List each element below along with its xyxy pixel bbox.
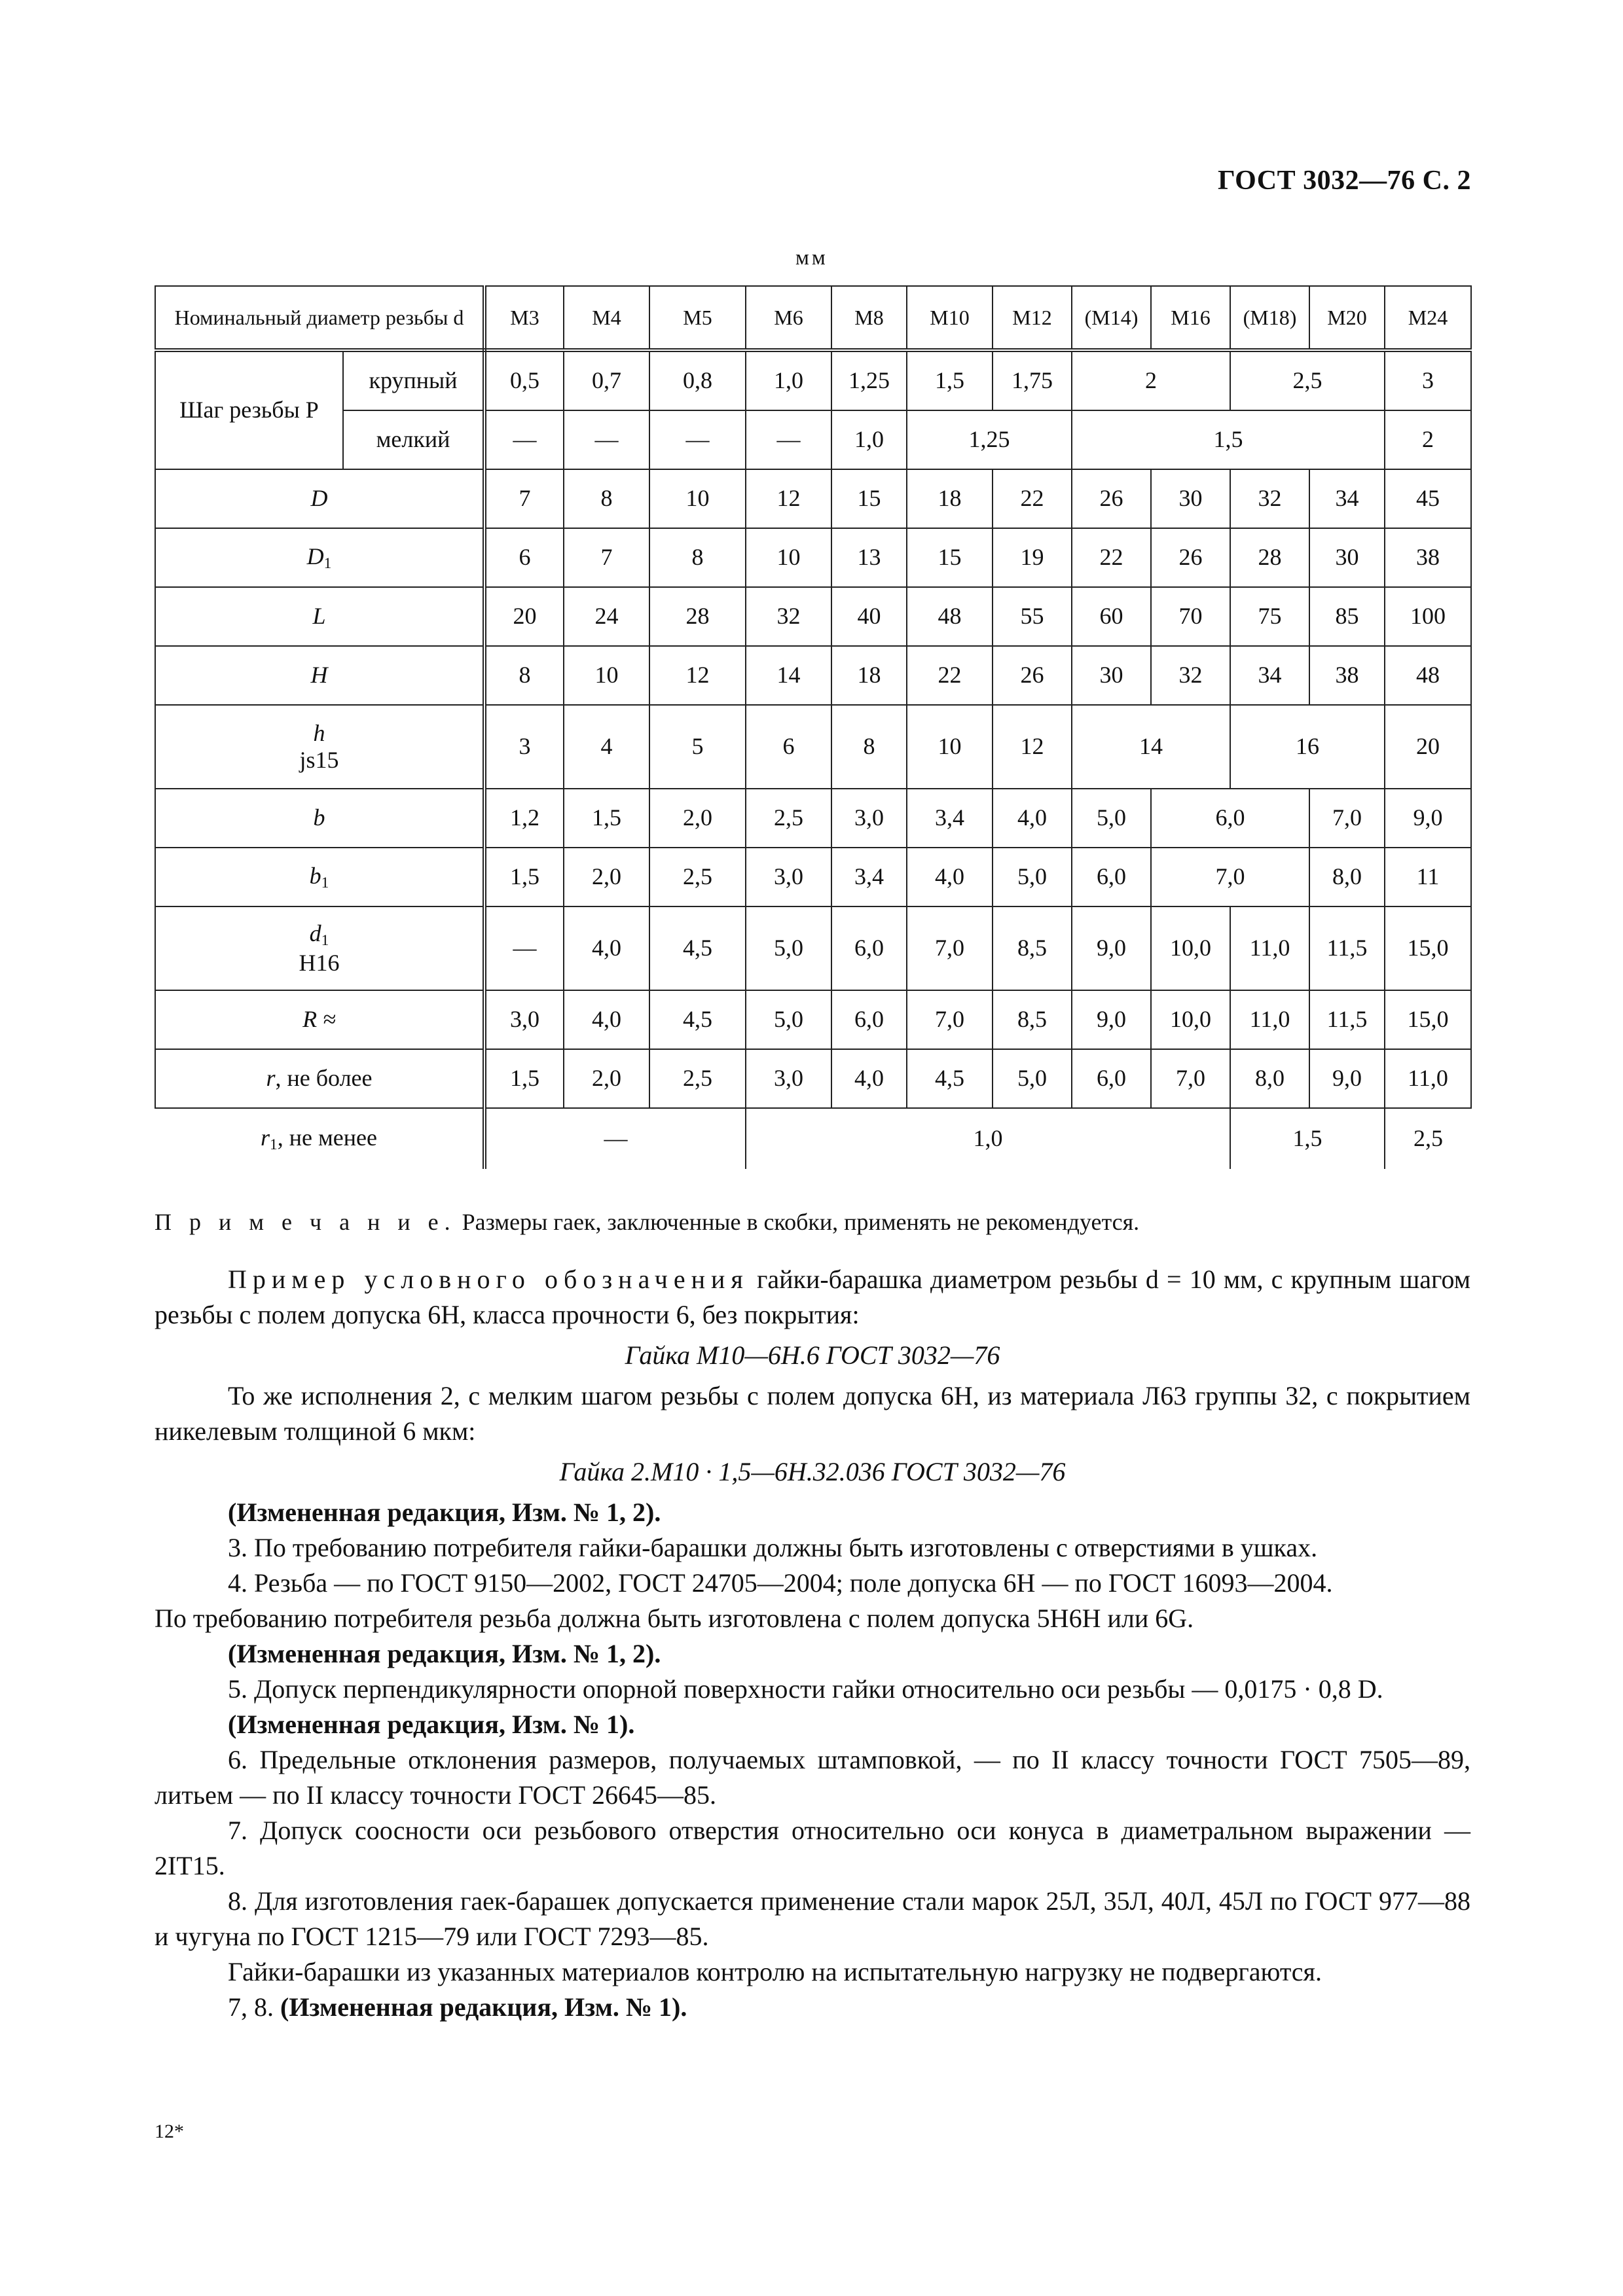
table-note [155, 1204, 1470, 1240]
value-cell: 19 [993, 528, 1072, 587]
value-cell: 4,0 [564, 906, 649, 990]
value-cell: 15,0 [1385, 906, 1471, 990]
value-cell: 6,0 [1072, 848, 1151, 906]
value-cell: 6,0 [831, 906, 907, 990]
fine-label-cell: мелкий [343, 410, 484, 469]
item-8: 8. Для изготовления гаек-барашек допускается применение стали марок 25Л, 35Л, 40Л, 45Л по ГОСТ 977—88 и чугуна по ГОСТ 1215—79 или ГОСТ 7293—85. [155, 1886, 1470, 1951]
table-row-L [155, 587, 1471, 646]
table-body [155, 286, 1471, 1169]
row-label: H [310, 662, 328, 689]
row-label-subscript: 1 [323, 554, 332, 572]
value-cell: 38 [1309, 646, 1385, 705]
value-cell: 8 [831, 705, 907, 789]
value-cell: 3,4 [831, 848, 907, 906]
row-label-subscript: 1 [321, 931, 329, 949]
value-cell: 32 [1230, 469, 1309, 528]
value-cell: 7,0 [1309, 789, 1385, 848]
value-cell: 4,0 [907, 848, 993, 906]
value-cell: 32 [746, 587, 831, 646]
value-cell: 15 [831, 469, 907, 528]
value-cell: 20 [1385, 705, 1471, 789]
fine-value-cell: 1,5 [1072, 410, 1385, 469]
row-label-cell [155, 587, 484, 646]
value-cell: 12 [746, 469, 831, 528]
value-cell: 85 [1309, 587, 1385, 646]
value-cell: 48 [907, 587, 993, 646]
coarse-value-cell: 1,25 [831, 350, 907, 410]
row-label-suffix: , не более [275, 1065, 373, 1092]
value-cell: 6,0 [1072, 1049, 1151, 1108]
fine-value-cell: — [484, 410, 564, 469]
value-cell: 5 [649, 705, 746, 789]
row-label: D [310, 485, 328, 512]
coarse-value-cell: 2 [1072, 350, 1230, 410]
row-label-cell [155, 990, 484, 1049]
final-amendment [155, 1990, 1470, 2025]
page-marker: 12* [155, 2121, 184, 2142]
value-cell: 100 [1385, 587, 1471, 646]
table-row-r [155, 1049, 1471, 1108]
value-cell: 26 [1151, 528, 1230, 587]
value-cell: 7,0 [907, 906, 993, 990]
value-cell: 32 [1151, 646, 1230, 705]
value-cell: 3,0 [746, 1049, 831, 1108]
value-cell: 13 [831, 528, 907, 587]
value-cell: 22 [1072, 528, 1151, 587]
value-cell: 12 [993, 705, 1072, 789]
value-cell: 30 [1151, 469, 1230, 528]
note-lead: П р и м е ч а н и е. [155, 1209, 456, 1235]
amendment-note-1: (Измененная редакция, Изм. № 1, 2). [228, 1498, 661, 1527]
value-cell: 26 [993, 646, 1072, 705]
designation-1: Гайка М10—6Н.6 ГОСТ 3032—76 [625, 1340, 1000, 1370]
row-label: d [309, 920, 321, 946]
size-header-cell: М16 [1151, 286, 1230, 350]
value-cell: 4 [564, 705, 649, 789]
amendment-note-2: (Измененная редакция, Изм. № 1, 2). [228, 1639, 661, 1668]
table-row-D1 [155, 528, 1471, 587]
value-cell: 3,0 [746, 848, 831, 906]
value-cell: 1,5 [484, 1049, 564, 1108]
row-label: b [309, 862, 321, 889]
designation-2: Гайка 2.М10 · 1,5—6Н.32.036 ГОСТ 3032—76 [559, 1457, 1066, 1486]
size-header-cell: М24 [1385, 286, 1471, 350]
fine-value-cell: — [649, 410, 746, 469]
example-2: То же исполнения 2, с мелким шагом резьбы с полем допуска 6Н, из материала Л63 группы 32, с покрытием никелевым толщиной 6 мкм: [155, 1381, 1470, 1446]
value-cell: 12 [649, 646, 746, 705]
value-cell: 11,0 [1230, 990, 1309, 1049]
value-cell: 4,5 [907, 1049, 993, 1108]
coarse-label-cell: крупный [343, 350, 484, 410]
value-cell: 4,0 [993, 789, 1072, 848]
fine-value-cell: — [564, 410, 649, 469]
value-cell: 10 [564, 646, 649, 705]
value-cell: 16 [1230, 705, 1385, 789]
value-cell: 48 [1385, 646, 1471, 705]
value-cell: 5,0 [746, 906, 831, 990]
table-row-d1 [155, 906, 1471, 990]
size-header-cell: (М14) [1072, 286, 1151, 350]
value-cell: 4,5 [649, 990, 746, 1049]
fine-value-cell: 2 [1385, 410, 1471, 469]
value-cell: 11,0 [1385, 1049, 1471, 1108]
value-cell: 34 [1309, 469, 1385, 528]
value-cell: 8,5 [993, 906, 1072, 990]
value-cell: 6 [746, 705, 831, 789]
row-label-subscript: 1 [321, 874, 329, 891]
value-cell: 40 [831, 587, 907, 646]
value-cell: 3 [484, 705, 564, 789]
table-row-b [155, 789, 1471, 848]
value-cell: 18 [907, 469, 993, 528]
table-header-row [155, 286, 1471, 350]
value-cell: 75 [1230, 587, 1309, 646]
final-amend-text: (Измененная редакция, Изм. № 1). [280, 1992, 687, 2022]
value-cell: 6,0 [831, 990, 907, 1049]
table-row-D [155, 469, 1471, 528]
fine-value-cell: — [746, 410, 831, 469]
value-cell: 9,0 [1072, 990, 1151, 1049]
row-label-cell [155, 1108, 484, 1169]
value-cell: 10,0 [1151, 990, 1230, 1049]
value-cell: 38 [1385, 528, 1471, 587]
value-cell: 45 [1385, 469, 1471, 528]
row-label-cell [155, 1049, 484, 1108]
coarse-value-cell: 0,5 [484, 350, 564, 410]
row-label-cell [155, 528, 484, 587]
value-cell: 9,0 [1385, 789, 1471, 848]
item-8-continued: Гайки-барашки из указанных материалов контролю на испытательную нагрузку не подвергаются. [228, 1957, 1322, 1986]
row-label: b [313, 804, 325, 831]
item-3: 3. По требованию потребителя гайки-барашки должны быть изготовлены с отверстиями в ушках. [228, 1533, 1318, 1562]
value-cell: 70 [1151, 587, 1230, 646]
value-cell: 10 [746, 528, 831, 587]
row-label-tolerance: js15 [299, 747, 339, 773]
pitch-label: Шаг резьбы P [179, 397, 319, 423]
value-cell: — [484, 1108, 746, 1169]
row-label-cell [155, 789, 484, 848]
value-cell: 7 [484, 469, 564, 528]
document-body [155, 1204, 1470, 2025]
size-header-cell: М10 [907, 286, 993, 350]
coarse-value-cell: 1,5 [907, 350, 993, 410]
value-cell: 8 [484, 646, 564, 705]
value-cell: 11,5 [1309, 906, 1385, 990]
value-cell: 8,0 [1230, 1049, 1309, 1108]
value-cell: 34 [1230, 646, 1309, 705]
value-cell: 8,5 [993, 990, 1072, 1049]
table-row-pitch-coarse [155, 350, 1471, 410]
size-header-cell: М8 [831, 286, 907, 350]
dimensions-table [155, 285, 1472, 1169]
table-row-r1 [155, 1108, 1471, 1169]
row-label-cell [155, 469, 484, 528]
final-lead: 7, 8. [228, 1992, 280, 2022]
value-cell: 15,0 [1385, 990, 1471, 1049]
value-cell: 11 [1385, 848, 1471, 906]
row-label: r [266, 1065, 276, 1092]
value-cell: 2,0 [564, 1049, 649, 1108]
row-label-cell [155, 906, 484, 990]
document-header: ГОСТ 3032—76 С. 2 [1217, 166, 1471, 196]
value-cell: 11,5 [1309, 990, 1385, 1049]
coarse-value-cell: 0,8 [649, 350, 746, 410]
header-label-cell [155, 286, 484, 350]
table-row-R [155, 990, 1471, 1049]
value-cell: 7,0 [1151, 1049, 1230, 1108]
pitch-label-cell [155, 350, 343, 469]
value-cell: 4,0 [564, 990, 649, 1049]
value-cell: 20 [484, 587, 564, 646]
value-cell: 7 [564, 528, 649, 587]
coarse-value-cell: 1,0 [746, 350, 831, 410]
value-cell: 7,0 [1151, 848, 1309, 906]
value-cell: 14 [746, 646, 831, 705]
value-cell: 30 [1309, 528, 1385, 587]
row-label-cell [155, 646, 484, 705]
value-cell: 8 [649, 528, 746, 587]
value-cell: 2,0 [649, 789, 746, 848]
value-cell: 2,5 [1385, 1108, 1471, 1169]
value-cell: 2,5 [649, 848, 746, 906]
value-cell: 5,0 [993, 1049, 1072, 1108]
value-cell: 3,0 [831, 789, 907, 848]
value-cell: 9,0 [1309, 1049, 1385, 1108]
row-label: h [313, 719, 325, 746]
value-cell: 4,0 [831, 1049, 907, 1108]
value-cell: 2,5 [649, 1049, 746, 1108]
size-header-cell: М12 [993, 286, 1072, 350]
value-cell: 18 [831, 646, 907, 705]
table-row-h [155, 705, 1471, 789]
coarse-value-cell: 0,7 [564, 350, 649, 410]
row-label: D [306, 543, 324, 569]
size-header-cell: (М18) [1230, 286, 1309, 350]
value-cell: — [484, 906, 564, 990]
value-cell: 24 [564, 587, 649, 646]
value-cell: 7,0 [907, 990, 993, 1049]
table-unit-label: мм [795, 246, 828, 270]
value-cell: 3,0 [484, 990, 564, 1049]
value-cell: 15 [907, 528, 993, 587]
row-label: L [312, 603, 326, 630]
value-cell: 10 [649, 469, 746, 528]
value-cell: 1,5 [484, 848, 564, 906]
value-cell: 5,0 [993, 848, 1072, 906]
value-cell: 30 [1072, 646, 1151, 705]
value-cell: 10 [907, 705, 993, 789]
value-cell: 1,5 [564, 789, 649, 848]
item-5: 5. Допуск перпендикулярности опорной поверхности гайки относительно оси резьбы — 0,0175 · 0,8 D. [228, 1674, 1383, 1704]
table-row-H [155, 646, 1471, 705]
row-label: r [261, 1124, 270, 1151]
value-cell: 9,0 [1072, 906, 1151, 990]
fine-value-cell: 1,0 [831, 410, 907, 469]
example-text: гайки-барашка диаметром резьбы d = 10 мм, с крупным шагом резьбы с полем допуска 6Н, класса прочности 6, без покрытия: [155, 1265, 1471, 1329]
item-6: 6. Предельные отклонения размеров, получаемых штамповкой, — по II классу точности ГОСТ 7505—89, литьем — по II классу точности ГОСТ 26645—85. [155, 1745, 1470, 1810]
size-header-cell: М20 [1309, 286, 1385, 350]
value-cell: 14 [1072, 705, 1230, 789]
value-cell: 8 [564, 469, 649, 528]
row-label-cell [155, 848, 484, 906]
value-cell: 5,0 [746, 990, 831, 1049]
value-cell: 1,2 [484, 789, 564, 848]
header-label: Номинальный диаметр резьбы d [174, 305, 464, 329]
table-row-pitch-fine [155, 410, 1471, 469]
value-cell: 22 [993, 469, 1072, 528]
value-cell: 26 [1072, 469, 1151, 528]
value-cell: 4,5 [649, 906, 746, 990]
item-4: 4. Резьба — по ГОСТ 9150—2002, ГОСТ 24705—2004; поле допуска 6Н — по ГОСТ 16093—2004. [228, 1568, 1333, 1598]
value-cell: 22 [907, 646, 993, 705]
size-header-cell: М3 [484, 286, 564, 350]
value-cell: 2,0 [564, 848, 649, 906]
value-cell: 5,0 [1072, 789, 1151, 848]
value-cell: 6,0 [1151, 789, 1309, 848]
coarse-value-cell: 3 [1385, 350, 1471, 410]
size-header-cell: М5 [649, 286, 746, 350]
example-lead: Пример условного обозначения [228, 1265, 749, 1294]
value-cell: 6 [484, 528, 564, 587]
row-label-suffix: , не менее [277, 1124, 377, 1151]
coarse-value-cell: 1,75 [993, 350, 1072, 410]
row-label-subscript: 1 [270, 1136, 278, 1153]
value-cell: 3,4 [907, 789, 993, 848]
item-4-continued: По требованию потребителя резьба должна быть изготовлена с полем допуска 5Н6Н или 6G. [155, 1604, 1194, 1633]
value-cell: 10,0 [1151, 906, 1230, 990]
row-label: R ≈ [302, 1006, 336, 1033]
value-cell: 60 [1072, 587, 1151, 646]
example-paragraph [155, 1262, 1470, 1333]
item-7: 7. Допуск соосности оси резьбового отверстия относительно оси конуса в диаметральном выражении — 2IT15. [155, 1816, 1470, 1880]
value-cell: 1,5 [1230, 1108, 1385, 1169]
coarse-value-cell: 2,5 [1230, 350, 1385, 410]
value-cell: 55 [993, 587, 1072, 646]
note-text: Размеры гаек, заключенные в скобки, применять не рекомендуется. [456, 1209, 1140, 1235]
value-cell: 11,0 [1230, 906, 1309, 990]
value-cell: 2,5 [746, 789, 831, 848]
size-header-cell: М4 [564, 286, 649, 350]
value-cell: 28 [649, 587, 746, 646]
amendment-note-3: (Измененная редакция, Изм. № 1). [228, 1710, 635, 1739]
size-header-cell: М6 [746, 286, 831, 350]
value-cell: 28 [1230, 528, 1309, 587]
value-cell: 8,0 [1309, 848, 1385, 906]
table-row-b1 [155, 848, 1471, 906]
value-cell: 1,0 [746, 1108, 1230, 1169]
row-label-tolerance: H16 [299, 949, 340, 976]
fine-value-cell: 1,25 [907, 410, 1072, 469]
row-label-cell [155, 705, 484, 789]
